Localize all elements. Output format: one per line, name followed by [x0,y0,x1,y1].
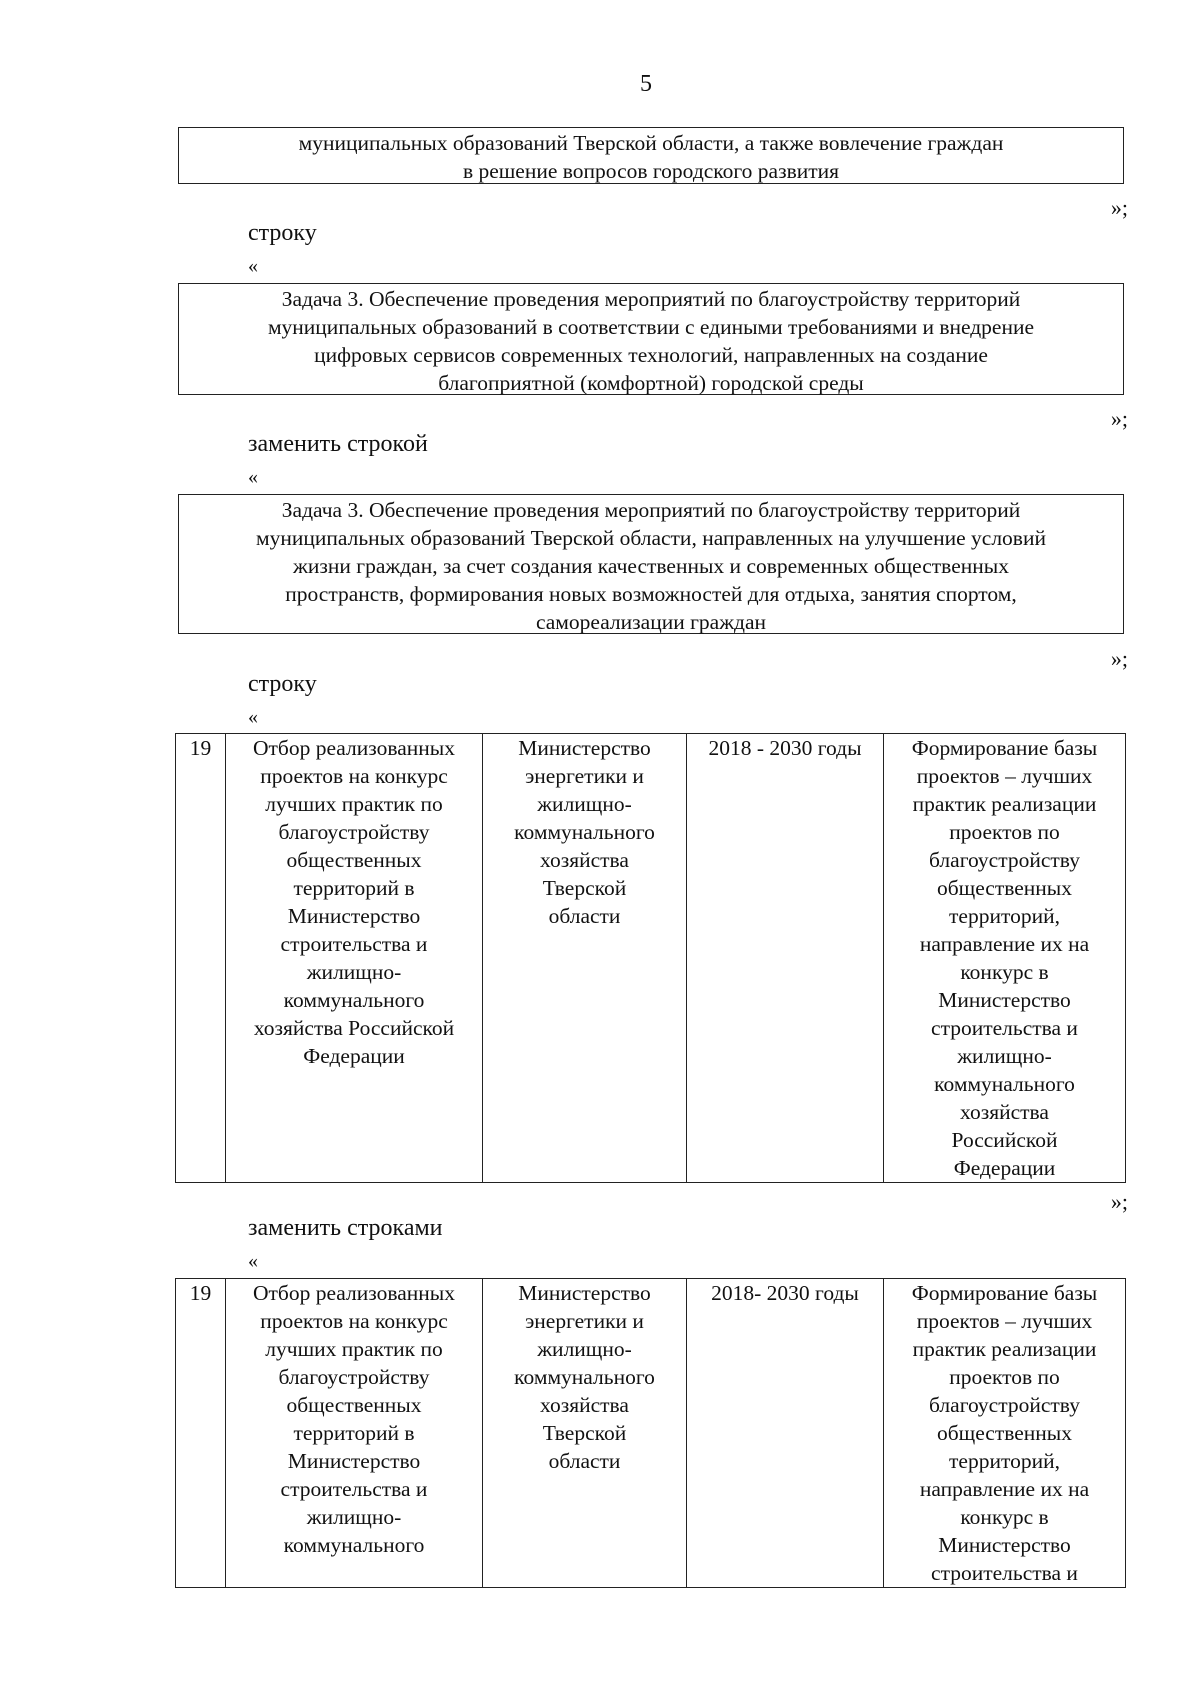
executor-cell [483,1279,687,1588]
cell-text: 2018- 2030 годы [711,1281,859,1305]
cell-line: лучших практик по [265,1337,443,1361]
cell-line: проектов на конкурс [260,1309,448,1333]
activity-cell [226,734,483,1183]
text-line: цифровых сервисов современных технологий, направленных на создание [314,343,988,367]
text-line: в решение вопросов городского развития [462,159,840,183]
new-activity-table [175,1278,1126,1588]
end-quote: »; [1110,195,1128,220]
text-line: муниципальных образований Тверской области, направленных на улучшение условий [256,526,1046,550]
open-quote: « [248,1250,258,1272]
cell-line: Формирование базы [911,1281,1098,1305]
text-line: жизни граждан, за счет создания качественных и современных общественных [293,554,1009,578]
cell-line: практик реализации [912,1337,1097,1361]
cell-line: коммунального [283,988,425,1012]
cell-line: Формирование базы [911,736,1098,760]
open-quote: « [248,255,258,277]
cell-line: Федерации [303,1044,405,1068]
cell-line: направление их на [919,1477,1090,1501]
cell-line: общественных [286,1393,422,1417]
cell-line: территорий, [949,1449,1060,1473]
cell-text: 19 [189,736,212,760]
row-number-cell [176,1279,226,1588]
open-quote: « [248,706,258,728]
cell-line: хозяйства [960,1100,1049,1124]
end-quote: »; [1110,1189,1128,1214]
row-number-cell [176,734,226,1183]
cell-line: коммунального [514,820,655,844]
cell-line: практик реализации [912,792,1097,816]
cell-line: коммунального [514,1365,655,1389]
page-number: 5 [640,71,652,97]
cell-line: Министерство [287,904,421,928]
cell-line: территорий, [949,904,1060,928]
cell-line: области [548,904,621,928]
cell-line: территорий в [293,876,415,900]
end-quote: »; [1110,406,1128,431]
excerpt-box-1 [178,127,1124,184]
cell-line: проектов на конкурс [260,764,448,788]
executor-cell [483,734,687,1183]
cell-line: энергетики и [525,764,644,788]
cell-line: общественных [286,848,422,872]
cell-line: жилищно- [957,1044,1052,1068]
cell-line: проектов по [949,820,1060,844]
cell-line: коммунального [283,1533,425,1557]
cell-line: территорий в [293,1421,415,1445]
activity-cell [226,1279,483,1588]
text-line: Задача 3. Обеспечение проведения мероприятий по благоустройству территорий [281,498,1021,522]
cell-line: Тверской [542,1421,627,1445]
cell-line: хозяйства [540,1393,629,1417]
cell-line: строительства и [280,1477,428,1501]
cell-line: жилищно- [306,1505,402,1529]
cell-line: жилищно- [306,960,402,984]
cell-line: строительства и [931,1561,1078,1585]
period-cell [687,1279,884,1588]
period-cell [687,734,884,1183]
cell-line: лучших практик по [265,792,443,816]
cell-line: Отбор реализованных [253,1281,455,1305]
end-quote: »; [1110,646,1128,671]
cell-line: конкурс в [960,1505,1049,1529]
result-cell [884,1279,1126,1588]
cell-line: Отбор реализованных [253,736,455,760]
cell-line: энергетики и [525,1309,644,1333]
cell-line: строительства и [280,932,428,956]
cell-text: 19 [189,1281,212,1305]
open-quote: « [248,466,258,488]
text-line: муниципальных образований Тверской области, а также вовлечение граждан [298,131,1004,155]
cell-text: 2018 - 2030 годы [708,736,862,760]
text-line: Задача 3. Обеспечение проведения мероприятий по благоустройству территорий [281,287,1021,311]
cell-line: Федерации [953,1156,1056,1180]
cell-line: направление их на [919,932,1090,956]
cell-line: благоустройству [929,1393,1080,1417]
cell-line: области [548,1449,621,1473]
cell-line: проектов по [949,1365,1060,1389]
cell-line: проектов – лучших [916,1309,1093,1333]
cell-line: Министерство [518,736,651,760]
cell-line: коммунального [934,1072,1075,1096]
table-row [176,1279,1126,1588]
cell-line: общественных [936,1421,1073,1445]
cell-line: Министерство [938,1533,1071,1557]
cell-line: Министерство [287,1449,421,1473]
text-line: благоприятной (комфортной) городской среды [438,371,864,395]
text-line: самореализации граждан [535,610,767,634]
cell-line: Тверской [542,876,627,900]
old-task-box [178,283,1124,395]
cell-line: конкурс в [960,960,1049,984]
cell-line: общественных [936,876,1073,900]
cell-line: жилищно- [537,1337,632,1361]
instruction-row: строку [248,220,317,246]
cell-line: жилищно- [537,792,632,816]
cell-line: проектов – лучших [916,764,1093,788]
new-task-box [178,494,1124,634]
cell-line: благоустройству [929,848,1080,872]
cell-line: строительства и [931,1016,1078,1040]
text-line: муниципальных образований в соответствии с едиными требованиями и внедрение [267,315,1035,339]
cell-line: благоустройству [278,1365,430,1389]
result-cell [884,734,1126,1183]
instruction-replace-row: заменить строкой [248,431,428,457]
cell-line: хозяйства Российской [253,1016,455,1040]
instruction-replace-rows: заменить строками [248,1215,443,1241]
table-row [176,734,1126,1183]
cell-line: Российской [951,1128,1058,1152]
text-line: пространств, формирования новых возможностей для отдыха, занятия спортом, [285,582,1017,606]
instruction-row: строку [248,671,317,697]
cell-line: Министерство [938,988,1071,1012]
cell-line: благоустройству [278,820,430,844]
old-activity-table [175,733,1126,1183]
cell-line: Министерство [518,1281,651,1305]
cell-line: хозяйства [540,848,629,872]
